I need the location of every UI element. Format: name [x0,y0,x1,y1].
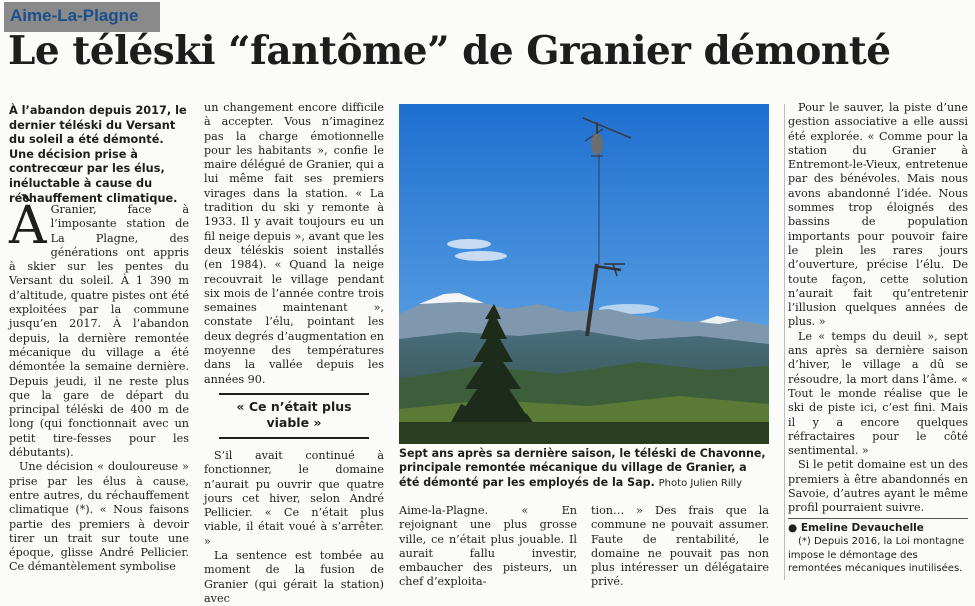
column-3b [591,504,769,588]
paragraph: Une décision « douloureuse » prise par les élus à cause, entre autres, du réchauffement climatique (*). « Nous faisons partie des premiers à devoir tirer un trait sur toute une époque, glisse André Pellicier. Ce démantèlement symbolise [9,460,189,574]
article-photo [399,104,769,444]
paragraph: un changement encore difficile à accepter. Vous n’imaginez pas la charge émotionnelle pour les habitants », confie le maire délégué de Granier, qui a lui même fait ses premiers virages dans la station. « La tradition du ski y remonte à 1933. Il y avait toujours eu un fil neige depuis », avant que les deux téléskis soient installés (en 1984). « Quand la neige recouvrait le village pendant six mois de l’année contre trois semaines maintenant », constate l’élu, pointant les deux degrés d’augmentation en moyenne des températures dans la vallée depuis les années 90. [204,101,385,386]
column-2 [204,101,385,605]
photo-credit: Photo Julien Rilly [658,477,743,489]
drop-cap: À [9,196,47,256]
column-4 [788,101,968,588]
article-headline: Le téléski “fantôme” de Granier démonté [8,28,891,74]
paragraph: Aime-la-Plagne. « En rejoignant une plus grosse ville, ce n’était plus jouable. Il aurait fallu investir, embaucher des pisteurs, un chef d’exploita- [399,504,577,589]
paragraph: La sentence est tombée au moment de la fusion de Granier (qui gérait la station) avec [204,549,384,605]
footnote: (*) Depuis 2016, la Loi montagne impose le démontage des remontées mécaniques inutilisées. [788,535,965,575]
section-rubric: Aime-La-Plagne [4,2,160,32]
teleski-photo-illustration [399,104,769,444]
column-divider [784,104,785,580]
caption-text: Sept ans après sa dernière saison, le téléski de Chavonne, principale remontée mécanique du village de Granier, a été démonté par les employés de la Sap. [399,447,766,489]
paragraph: Le « temps du deuil », sept ans après sa dernière saison d’hiver, le village a dû se résoudre, la mort dans l’âme. « Tout le monde réalise que le ski de piste ici, c’est fini. Mais il y a encore quelques réfractaires pour le côté sentimental. » [788,329,968,458]
paragraph: tion… » Des frais que la commune ne pouvait assumer. Faute de rentabilité, le domaine ne pouvait pas non plus intéresser un délégataire privé. [591,504,769,589]
photo-caption [399,447,769,491]
paragraph: S’il avait continué à fonctionner, le domaine n’aurait pu ouvrir que quatre jours cet hiver, selon André Pellicier. « Ce n’était plus viable, il était voué à s’arrêter. » [204,448,384,548]
paragraph [9,196,189,460]
column-3a [399,504,577,588]
paragraph: Pour le sauver, la piste d’une gestion associative a elle aussi été explorée. « Comme pour la station du Granier à Entremont-le-Vieux, entretenue par des bénévoles. Mais nous avons abandonné l’idée. Nous sommes trop éloignés des bassins de population importants pour pouvoir faire le plein les rares jours d’ouverture, précise l’élu. De toute façon, cette solution n’aurait fait qu’entretenir l’illusion quelques années de plus. » [788,101,968,329]
subheading: « Ce n’était plus viable » [219,393,369,439]
paragraph: Si le petit domaine est un des premiers à être abandonnés en Savoie, d’autres ayant le même profil pourraient suivre. [788,458,968,515]
author-byline: ● Emeline Devauchelle [788,518,968,535]
column-1 [9,196,189,588]
article-lead: À l’abandon depuis 2017, le dernier téléski du Versant du soleil a été démonté. Une décision prise à contrecœur par les élus, inéluctable à cause du réchauffement climatique. [9,104,187,205]
paragraph-text: Granier, face à l’imposante station de La Plagne, des générations ont appris à skier sur les pentes du Versant du soleil. À 1 390 m d’altitude, quatre pistes ont été exploitées par la commune jusqu’en 2017. À l’abandon depuis, la dernière remontée mécanique du village a été démontée la semaine dernière. Depuis jeudi, il ne reste plus que la gare de départ du principal téléski de 400 m de long (qui fonctionnait avec un petit tire-fesses pour les débutants). [9,203,189,460]
